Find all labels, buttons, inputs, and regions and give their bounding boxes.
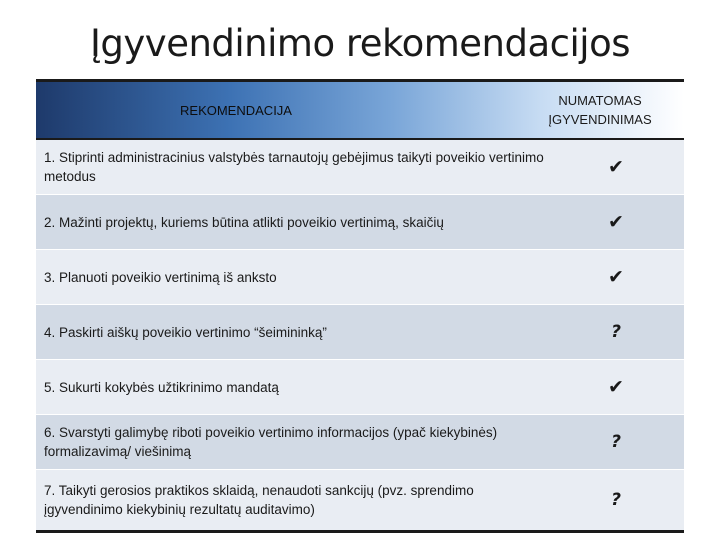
table-row [36,250,684,305]
check-mark-icon: ✔ [608,376,624,398]
header-line-1: NUMATOMAS [558,93,642,108]
recommendation-text: 4. Paskirti aiškų poveikio vertinimo “šeimininką” [44,324,327,340]
question-mark-icon: ? [611,322,621,342]
recommendations-table [36,79,684,533]
recommendation-text: 3. Planuoti poveikio vertinimą iš anksto [44,269,277,285]
table-row [36,470,684,533]
recommendation-text: 6. Svarstyti galimybę riboti poveikio vertinimo informacijos (ypač kiekybinės) formalizavimą/ viešinimą [44,425,498,459]
table-row [36,140,684,195]
check-mark-icon: ✔ [608,266,624,288]
recommendation-text: 5. Sukurti kokybės užtikrinimo mandatą [44,379,279,395]
table-row [36,360,684,415]
header-recommendation: REKOMENDACIJA [180,102,292,118]
header-expected-implementation [516,82,684,138]
recommendation-text: 2. Mažinti projektų, kuriems būtina atlikti poveikio vertinimą, skaičių [44,214,444,230]
recommendation-text: 7. Taikyti gerosios praktikos sklaidą, nenaudoti sankcijų (pvz. sprendimo įgyvendinimo kiekybinių rezultatų auditavimo) [44,483,474,517]
header-line-2: ĮGYVENDINIMAS [548,112,652,127]
table-row [36,195,684,250]
check-mark-icon: ✔ [608,156,624,178]
check-mark-icon: ✔ [608,211,624,233]
table-header [36,79,684,140]
question-mark-icon: ? [611,432,621,452]
page-title: Įgyvendinimo rekomendacijos [90,22,630,65]
table-row [36,305,684,360]
question-mark-icon: ? [611,490,621,510]
recommendation-text: 1. Stiprinti administracinius valstybės tarnautojų gebėjimus taikyti poveikio vertinimo metodus [44,150,544,184]
table-row [36,415,684,470]
